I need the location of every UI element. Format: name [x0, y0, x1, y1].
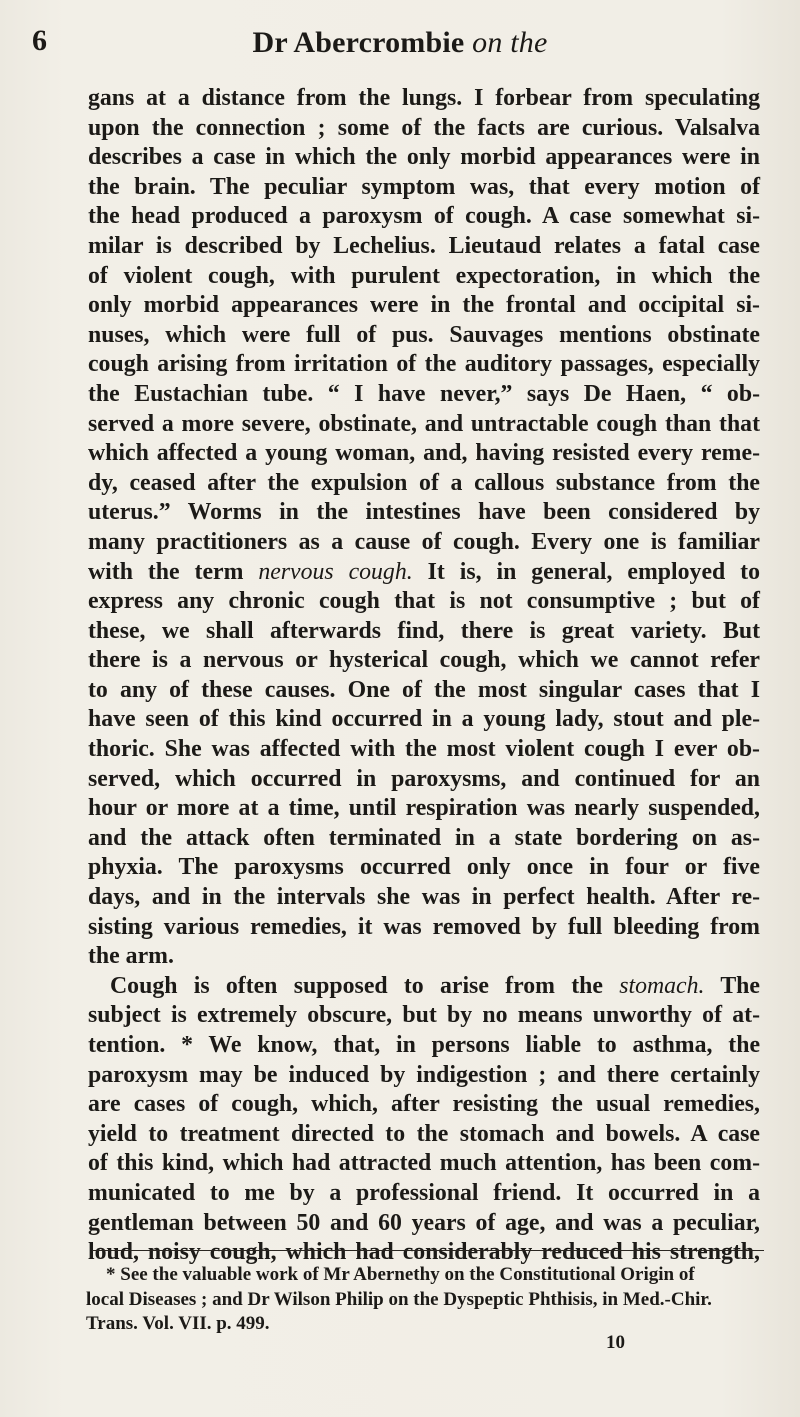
footnote-rule [92, 1250, 764, 1251]
text-segment: days, and in the intervals she was in perfect health. After re- [88, 884, 760, 911]
body-text [88, 84, 760, 1268]
body-line [88, 1001, 760, 1031]
text-segment: which affected a young woman, and, having resisted every reme- [88, 440, 760, 467]
body-line [88, 439, 760, 469]
text-segment: gentleman between 50 and 60 years of age, and was a peculiar, [88, 1209, 760, 1236]
page-number: 6 [32, 24, 47, 57]
body-line [88, 350, 760, 380]
body-line [88, 853, 760, 883]
body-line [88, 232, 760, 262]
body-line [88, 202, 760, 232]
body-line [88, 1031, 760, 1061]
body-line [88, 1149, 760, 1179]
text-segment: municated to me by a professional friend. It occurred in a [88, 1179, 760, 1206]
body-line [88, 913, 760, 943]
body-line [88, 114, 760, 144]
body-line [88, 824, 760, 854]
body-line [88, 765, 760, 795]
body-line [88, 646, 760, 676]
text-segment: of this kind, which had attracted much attention, has been com- [88, 1150, 760, 1177]
signature-mark: 10 [606, 1332, 625, 1353]
text-segment: tention. * We know, that, in persons liable to asthma, the [88, 1032, 760, 1058]
text-segment: of violent cough, with purulent expectoration, in which the [88, 262, 760, 289]
text-segment: with the term [88, 558, 259, 585]
text-segment: served, which occurred in paroxysms, and continued for an [88, 765, 760, 792]
body-line [88, 262, 760, 292]
body-line [88, 942, 760, 972]
text-segment: loud, noisy cough, which had considerably reduced his strength, [88, 1239, 760, 1266]
body-line [88, 883, 760, 913]
text-segment: yield to treatment directed to the stomach and bowels. A case [88, 1120, 760, 1147]
text-segment: nuses, which were full of pus. Sauvages mentions obstinate [88, 321, 760, 348]
page-header [0, 22, 800, 72]
text-segment: and the attack often terminated in a state bordering on as- [88, 824, 760, 851]
footnote [86, 1263, 770, 1337]
text-segment: the Eustachian tube. “ I have never,” says De Haen, “ ob- [88, 380, 760, 407]
text-segment: upon the connection ; some of the facts are curious. Valsalva [88, 114, 760, 141]
body-line [88, 173, 760, 203]
text-segment: The [704, 972, 760, 999]
text-segment: many practitioners as a cause of cough. Every one is familiar [88, 528, 760, 555]
text-segment: hour or more at a time, until respiration was nearly suspended, [88, 795, 760, 822]
body-line [88, 321, 760, 351]
text-segment: describes a case in which the only morbid appearances were in [88, 144, 760, 171]
text-segment: milar is described by Lechelius. Lieutaud relates a fatal case [88, 232, 760, 259]
text-segment: are cases of cough, which, after resisting the usual remedies, [88, 1091, 760, 1118]
text-segment: sisting various remedies, it was removed by full bleeding from [88, 913, 760, 940]
text-segment: cough arising from irritation of the auditory passages, especially [88, 351, 760, 378]
italic-text: stomach. [619, 972, 705, 999]
body-line [88, 558, 760, 588]
body-line [88, 587, 760, 617]
text-segment: express any chronic cough that is not consumptive ; but of [88, 588, 760, 615]
footnote-line: local Diseases ; and Dr Wilson Philip on the Dyspeptic Phthisis, in Med.-Chir. [86, 1288, 712, 1310]
text-segment: the head produced a paroxysm of cough. A case somewhat si- [88, 203, 760, 230]
body-line [88, 617, 760, 647]
running-head [0, 26, 800, 60]
body-line [88, 1120, 760, 1150]
text-segment: these, we shall afterwards find, there is great variety. But [88, 617, 760, 644]
text-segment: to any of these causes. One of the most singular cases that I [88, 676, 760, 703]
text-segment: thoric. She was affected with the most violent cough I ever ob- [88, 736, 760, 763]
body-line [88, 291, 760, 321]
body-line [88, 794, 760, 824]
body-line [88, 1061, 760, 1091]
body-line [88, 972, 760, 1002]
text-segment: there is a nervous or hysterical cough, which we cannot refer [88, 647, 760, 674]
body-line [88, 676, 760, 706]
italic-text: nervous cough. [258, 558, 413, 585]
text-segment: gans at a distance from the lungs. I forbear from speculating [88, 85, 760, 111]
text-segment: only morbid appearances were in the frontal and occipital si- [88, 292, 760, 319]
text-segment: the brain. The peculiar symptom was, that every motion of [88, 173, 760, 200]
text-segment: phyxia. The paroxysms occurred only once in four or five [88, 854, 760, 881]
body-line [88, 1179, 760, 1209]
body-line [88, 84, 760, 114]
body-line [88, 705, 760, 735]
text-segment: uterus.” Worms in the intestines have been considered by [88, 499, 760, 526]
footnote-line: * See the valuable work of Mr Abernethy on the Constitutional Origin of [106, 1264, 695, 1285]
text-segment: the arm. [88, 943, 174, 970]
body-line [88, 469, 760, 499]
text-segment: Cough is often supposed to arise from the [110, 972, 620, 999]
body-line [88, 528, 760, 558]
running-head-italic: on the [472, 26, 548, 59]
running-head-main: Dr Abercrombie [252, 26, 473, 59]
body-line [88, 498, 760, 528]
footnote-line: Trans. Vol. VII. p. 499. [86, 1313, 270, 1334]
body-line [88, 410, 760, 440]
text-segment: paroxysm may be induced by indigestion ; and there certainly [88, 1061, 760, 1088]
text-segment: served a more severe, obstinate, and untractable cough than that [88, 410, 760, 437]
body-line [88, 1209, 760, 1239]
text-segment: subject is extremely obscure, but by no means unworthy of at- [88, 1002, 760, 1029]
text-segment: dy, ceased after the expulsion of a callous substance from the [88, 469, 760, 496]
body-line [88, 380, 760, 410]
text-segment: have seen of this kind occurred in a young lady, stout and ple- [88, 706, 760, 733]
body-line [88, 735, 760, 765]
body-line [88, 143, 760, 173]
text-segment: It is, in general, employed to [412, 558, 760, 585]
body-line [88, 1090, 760, 1120]
